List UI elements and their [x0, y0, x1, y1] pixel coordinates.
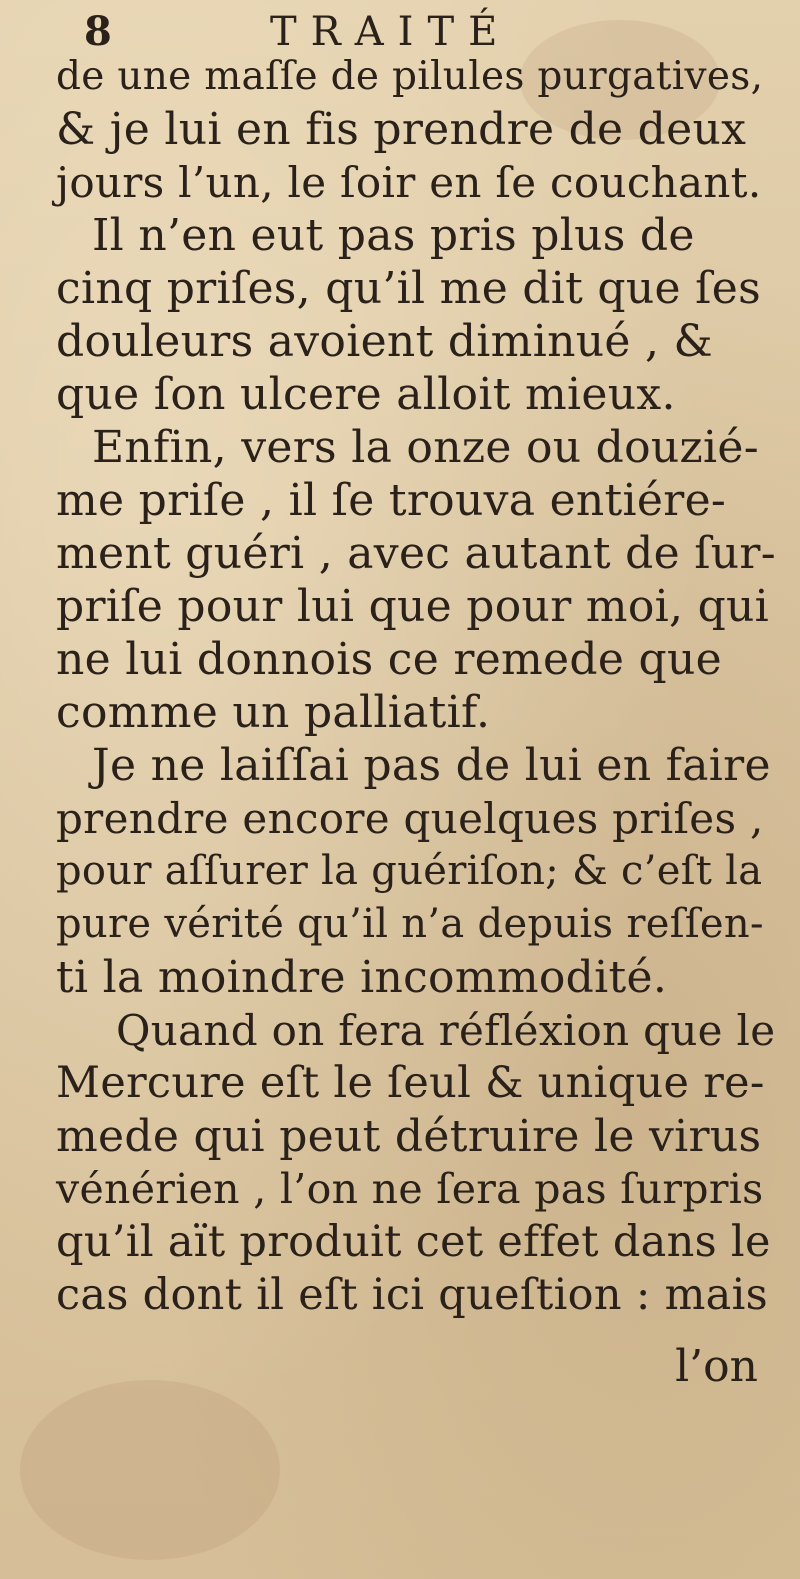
text-line: Enfin, vers la onze ou douzié-: [92, 422, 759, 473]
text-line: Il n’en eut pas pris plus de: [92, 210, 695, 261]
paper-stain: [20, 1380, 280, 1560]
page-header: [0, 10, 800, 54]
text-line: vénérien , l’on ne ſera pas ſurpris: [56, 1165, 764, 1213]
running-head: TRAITÉ: [270, 9, 512, 55]
text-line: cas dont il eſt ici queſtion : mais: [56, 1270, 769, 1320]
text-line: jours l’un, le ſoir en ſe couchant.: [56, 158, 762, 207]
text-line: qu’il aït produit cet effet dans le: [56, 1217, 771, 1267]
text-line: ti la moindre incommodité.: [56, 952, 668, 1003]
text-line: priſe pour lui que pour moi, qui: [56, 581, 770, 632]
text-line: Quand on fera réfléxion que le: [116, 1006, 776, 1055]
text-line: me priſe , il ſe trouva entiére-: [56, 475, 727, 526]
text-line: pure vérité qu’il n’a depuis reſſen-: [56, 901, 764, 947]
text-line: prendre encore quelques priſes ,: [56, 794, 764, 843]
text-line: & je lui en fis prendre de deux: [56, 104, 747, 155]
text-line: comme un palliatif.: [56, 687, 491, 738]
text-line: Je ne laiſſai pas de lui en faire: [92, 740, 771, 791]
text-line: mede qui peut détruire le virus: [56, 1111, 762, 1162]
text-line: que ſon ulcere alloit mieux.: [56, 369, 676, 420]
catchword: l’on: [675, 1341, 758, 1392]
text-line: douleurs avoient diminué , &: [56, 316, 714, 367]
page-number: 8: [84, 8, 112, 55]
text-line: pour aſſurer la guériſon; & c’eſt la: [56, 848, 763, 894]
text-line: ment guéri , avec autant de ſur-: [56, 528, 776, 579]
text-line: ne lui donnois ce remede que: [56, 634, 722, 685]
text-line: cinq priſes, qu’il me dit que ſes: [56, 263, 761, 314]
text-line: Mercure eſt le ſeul & unique re-: [56, 1058, 765, 1108]
body-text: [56, 50, 776, 1322]
text-line: de une maſſe de pilules purgatives,: [56, 54, 764, 99]
